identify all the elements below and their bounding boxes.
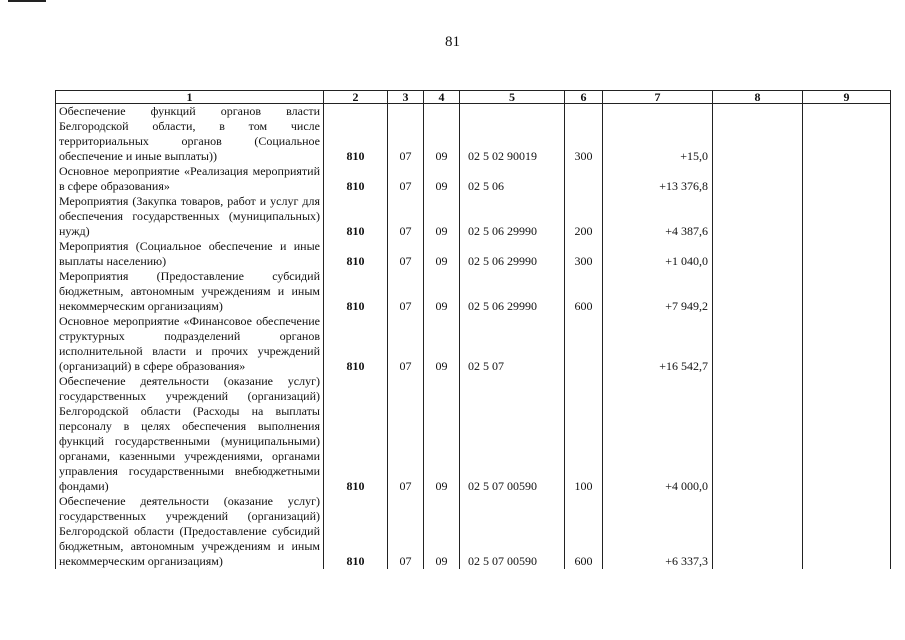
- col-9-cell: [803, 239, 891, 269]
- row-name: Обеспечение деятельности (оказание услуг) государственных учреждений (организаций) Белгородской области (Расходы на выплаты персоналу в целях обеспечения выполнения функций государственными (муниципальными) органами, казенными учреждениями, органами управления государственными внебюджетными фондами): [56, 374, 324, 494]
- col-8-cell: [713, 194, 803, 239]
- table-row: [56, 104, 891, 165]
- target-article-code: 02 5 07 00590: [460, 374, 565, 494]
- amount: +7 949,2: [603, 269, 713, 314]
- table-row: [56, 164, 891, 194]
- subsection-code: 09: [424, 269, 460, 314]
- col-header: 7: [603, 91, 713, 104]
- amount: +1 040,0: [603, 239, 713, 269]
- col-8-cell: [713, 239, 803, 269]
- expense-type-code: 600: [565, 269, 603, 314]
- target-article-code: 02 5 07 00590: [460, 494, 565, 569]
- col-8-cell: [713, 104, 803, 165]
- ministry-code: 810: [324, 374, 388, 494]
- row-name: Мероприятия (Закупка товаров, работ и услуг для обеспечения государственных (муниципальных) нужд): [56, 194, 324, 239]
- row-name: Основное мероприятие «Финансовое обеспечение структурных подразделений органов исполнительной власти и прочих учреждений (организаций) в сфере образования»: [56, 314, 324, 374]
- target-article-code: 02 5 07: [460, 314, 565, 374]
- col-9-cell: [803, 164, 891, 194]
- ministry-code: 810: [324, 104, 388, 165]
- section-code: 07: [388, 104, 424, 165]
- row-name: Обеспечение деятельности (оказание услуг) государственных учреждений (организаций) Белгородской области (Предоставление субсидий бюджетным, автономным учреждениям и иным некоммерческим организациям): [56, 494, 324, 569]
- target-article-code: 02 5 06 29990: [460, 194, 565, 239]
- row-name: Основное мероприятие «Реализация мероприятий в сфере образования»: [56, 164, 324, 194]
- col-8-cell: [713, 269, 803, 314]
- col-header: 2: [324, 91, 388, 104]
- target-article-code: 02 5 06 29990: [460, 269, 565, 314]
- subsection-code: 09: [424, 374, 460, 494]
- ministry-code: 810: [324, 194, 388, 239]
- row-name: Обеспечение функций органов власти Белгородской области, в том числе территориальных органов (Социальное обеспечение и иные выплаты)): [56, 104, 324, 165]
- subsection-code: 09: [424, 314, 460, 374]
- budget-table: [55, 90, 891, 569]
- section-code: 07: [388, 239, 424, 269]
- amount: +4 387,6: [603, 194, 713, 239]
- col-header: 9: [803, 91, 891, 104]
- col-9-cell: [803, 104, 891, 165]
- col-header: 8: [713, 91, 803, 104]
- col-8-cell: [713, 314, 803, 374]
- table-row: [56, 269, 891, 314]
- section-code: 07: [388, 374, 424, 494]
- amount: +16 542,7: [603, 314, 713, 374]
- amount: +4 000,0: [603, 374, 713, 494]
- subsection-code: 09: [424, 164, 460, 194]
- ministry-code: 810: [324, 239, 388, 269]
- table-row: [56, 239, 891, 269]
- expense-type-code: [565, 164, 603, 194]
- expense-type-code: 100: [565, 374, 603, 494]
- col-9-cell: [803, 374, 891, 494]
- section-code: 07: [388, 314, 424, 374]
- amount: +13 376,8: [603, 164, 713, 194]
- subsection-code: 09: [424, 239, 460, 269]
- target-article-code: 02 5 06: [460, 164, 565, 194]
- expense-type-code: 300: [565, 239, 603, 269]
- section-code: 07: [388, 194, 424, 239]
- col-9-cell: [803, 314, 891, 374]
- section-code: 07: [388, 494, 424, 569]
- col-header: 4: [424, 91, 460, 104]
- col-9-cell: [803, 269, 891, 314]
- col-header: 5: [460, 91, 565, 104]
- subsection-code: 09: [424, 104, 460, 165]
- table-header-row: [56, 91, 891, 104]
- col-8-cell: [713, 494, 803, 569]
- expense-type-code: 600: [565, 494, 603, 569]
- expense-type-code: [565, 314, 603, 374]
- page-number: 81: [445, 34, 460, 50]
- col-header: 1: [56, 91, 324, 104]
- table-row: [56, 494, 891, 569]
- expense-type-code: 300: [565, 104, 603, 165]
- subsection-code: 09: [424, 494, 460, 569]
- amount: +6 337,3: [603, 494, 713, 569]
- col-8-cell: [713, 164, 803, 194]
- ministry-code: 810: [324, 269, 388, 314]
- table-row: [56, 194, 891, 239]
- ministry-code: 810: [324, 314, 388, 374]
- section-code: 07: [388, 164, 424, 194]
- table-row: [56, 314, 891, 374]
- row-name: Мероприятия (Социальное обеспечение и иные выплаты населению): [56, 239, 324, 269]
- table-row: [56, 374, 891, 494]
- target-article-code: 02 5 02 90019: [460, 104, 565, 165]
- col-9-cell: [803, 194, 891, 239]
- target-article-code: 02 5 06 29990: [460, 239, 565, 269]
- expense-type-code: 200: [565, 194, 603, 239]
- amount: +15,0: [603, 104, 713, 165]
- section-code: 07: [388, 269, 424, 314]
- row-name: Мероприятия (Предоставление субсидий бюджетным, автономным учреждениям и иным некоммерческим организациям): [56, 269, 324, 314]
- ministry-code: 810: [324, 164, 388, 194]
- col-header: 3: [388, 91, 424, 104]
- col-8-cell: [713, 374, 803, 494]
- col-9-cell: [803, 494, 891, 569]
- subsection-code: 09: [424, 194, 460, 239]
- ministry-code: 810: [324, 494, 388, 569]
- col-header: 6: [565, 91, 603, 104]
- scan-edge-mark: [8, 0, 46, 2]
